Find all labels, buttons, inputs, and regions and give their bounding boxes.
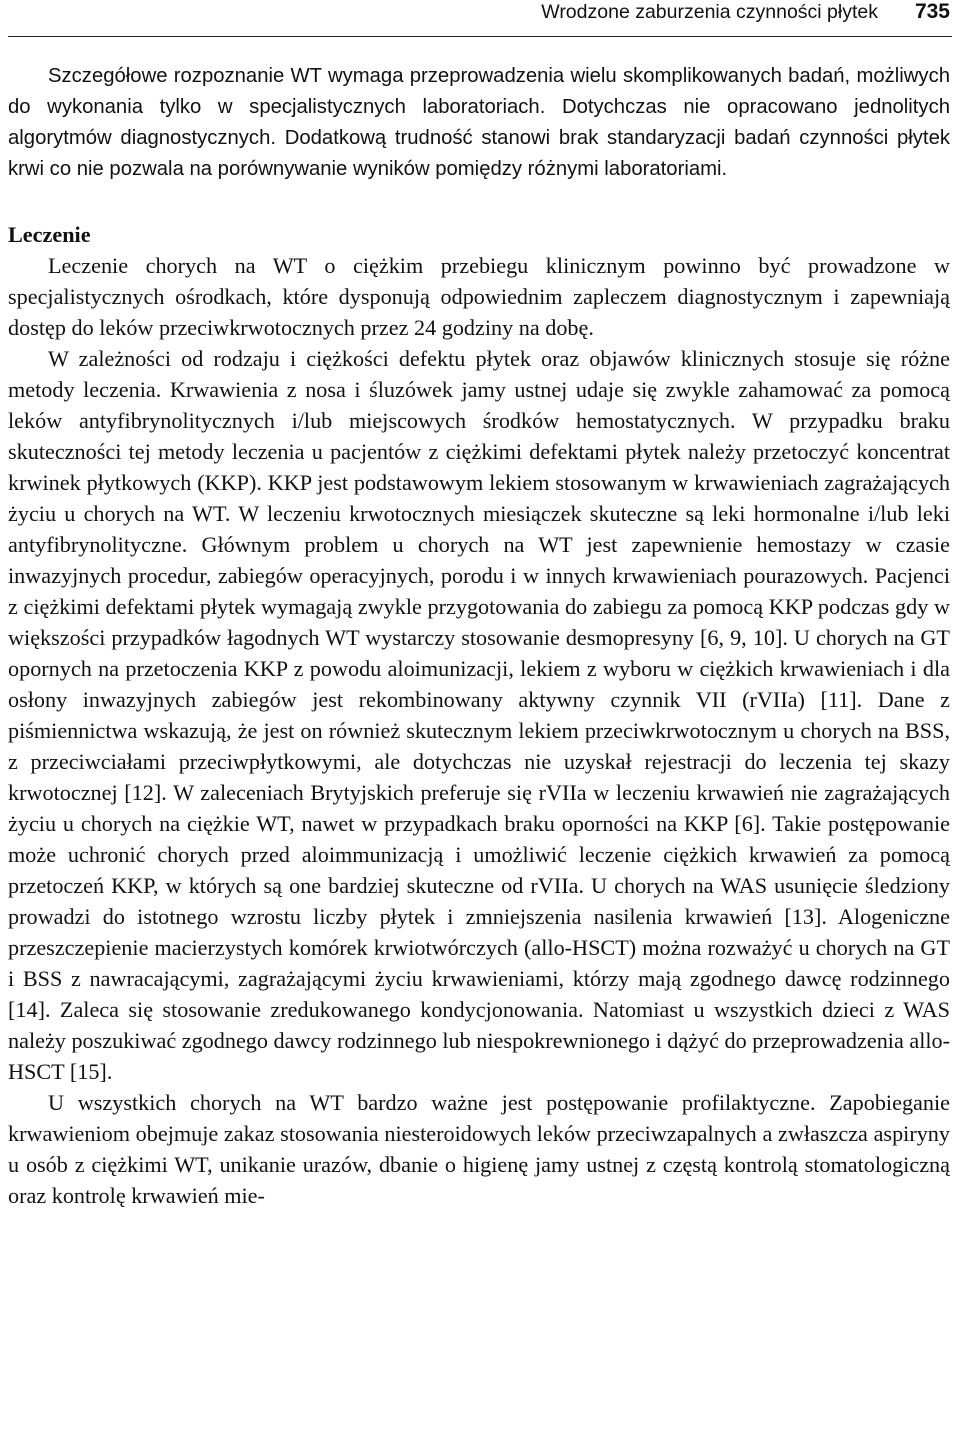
page-number: 735 [914, 0, 950, 23]
intro-paragraph: Szczegółowe rozpoznanie WT wymaga przeprowadzenia wielu skomplikowanych badań, możliwych do wykonania tylko w specjalistycznych laboratoriach. Dotychczas nie opracowano jednolitych algorytmów diagnostycznych. Dodatkową trudność stanowi brak standaryzacji badań czynności płytek krwi co nie pozwala na porównywanie wyników pomiędzy różnymi laboratoriami. [8, 65, 950, 180]
running-header [8, 0, 952, 37]
section-heading: Leczenie [8, 222, 91, 247]
article-body [8, 61, 950, 1211]
body-paragraph: Leczenie chorych na WT o ciężkim przebiegu klinicznym powinno być prowadzone w specjalistycznych ośrodkach, które dysponują odpowiednim zapleczem diagnostycznym i zapewniają dostęp do leków przeciwkrwotocznych przez 24 godziny na dobę. [8, 253, 950, 340]
body-paragraph: U wszystkich chorych na WT bardzo ważne jest postępowanie profilaktyczne. Zapobieganie krwawieniom obejmuje zakaz stosowania niesteroidowych leków przeciwzapalnych a zwłaszcza aspiryny u osób z ciężkimi WT, unikanie urazów, dbanie o higienę jamy ustnej z częstą kontrolą stomatologiczną oraz kontrolę krwawień mie- [8, 1090, 950, 1208]
running-title: Wrodzone zaburzenia czynności płytek [541, 1, 878, 23]
body-paragraph: W zależności od rodzaju i ciężkości defektu płytek oraz objawów klinicznych stosuje się różne metody leczenia. Krwawienia z nosa i śluzówek jamy ustnej udaje się zwykle zahamować za pomocą leków antyfibrynolitycznych i/lub miejscowych środków hemostatycznych. W przypadku braku skuteczności tej metody leczenia u pacjentów z ciężkimi defektami płytek należy przetoczyć koncentrat krwinek płytkowych (KKP). KKP jest podstawowym lekiem stosowanym w krwawieniach zagrażających życiu u chorych na WT. W leczeniu krwotocznych miesiączek skuteczne są leki hormonalne i/lub leki antyfibrynolityczne. Głównym problem u chorych na WT jest zapewnienie hemostazy w czasie inwazyjnych procedur, zabiegów operacyjnych, porodu i w innych krwawieniach pourazowych. Pacjenci z ciężkimi defektami płytek wymagają zwykle przygotowania do zabiegu za pomocą KKP podczas gdy w większości przypadków łagodnych WT wystarczy stosowanie desmopresyny [6, 9, 10]. U chorych na GT opornych na przetoczenia KKP z powodu aloimunizacji, lekiem z wyboru w ciężkich krwawieniach i dla osłony inwazyjnych zabiegów jest rekombinowany aktywny czynnik VII (rVIIa) [11]. Dane z piśmiennictwa wskazują, że jest on również skutecznym lekiem przeciwkrwotocznym u chorych na BSS, z przeciwciałami przeciwpłytkowymi, ale dotychczas nie uzyskał rejestracji do leczenia tej skazy krwotocznej [12]. W zaleceniach Brytyjskich preferuje się rVIIa w leczeniu krwawień nie zagrażających życiu u chorych na ciężkie WT, nawet w przypadkach braku oporności na KKP [6]. Takie postępowanie może uchronić chorych przed aloimmunizacją i umożliwić leczenie ciężkich krwawień za pomocą przetoczeń KKP, w których są one bardziej skuteczne od rVIIa. U chorych na WAS usunięcie śledziony prowadzi do istotnego wzrostu liczby płytek i zmniejszenia nasilenia krwawień [13]. Alogeniczne przeszczepienie macierzystych komórek krwiotwórczych (allo-HSCT) można rozważyć u chorych na GT i BSS z nawracającymi, zagrażającymi życiu krwawieniami, którzy mają zgodnego dawcę rodzinnego [14]. Zaleca się stosowanie zredukowanego kondycjonowania. Natomiast u wszystkich dzieci z WAS należy poszukiwać zgodnego dawcy rodzinnego lub niespokrewnionego i dążyć do przeprowadzenia allo-HSCT [15]. [8, 346, 951, 1084]
